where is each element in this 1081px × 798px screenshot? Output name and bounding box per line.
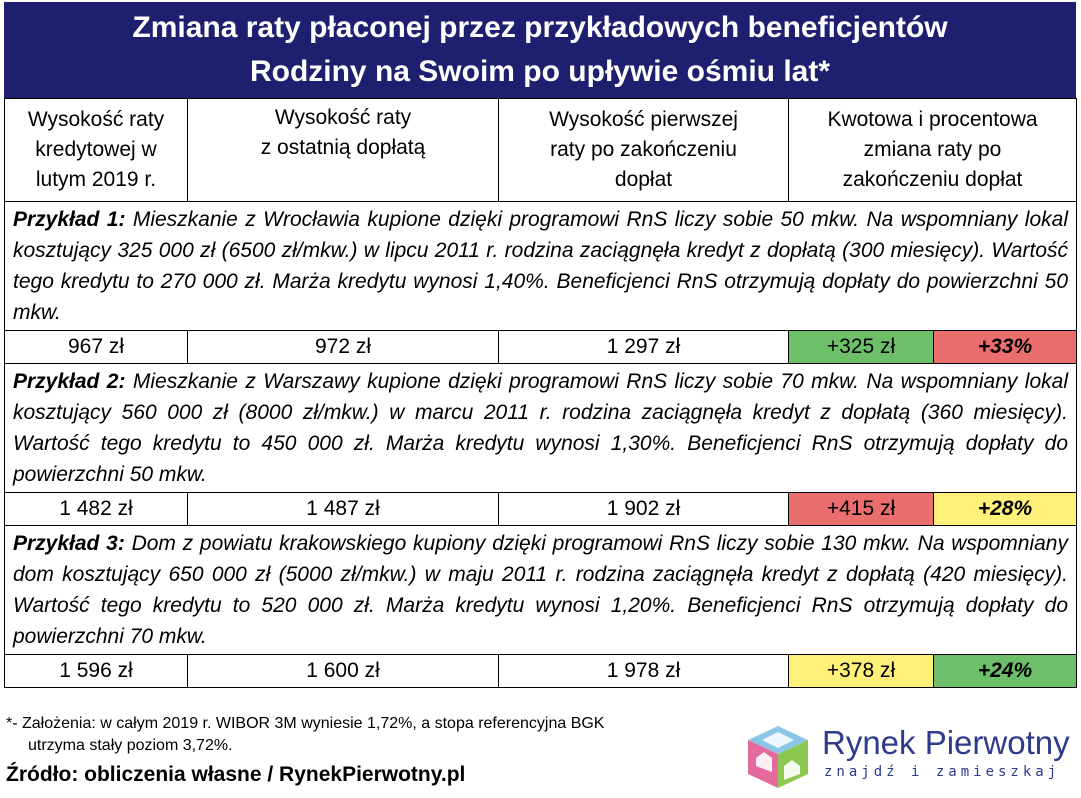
source-text: Źródło: obliczenia własne / RynekPierwotny.pl: [6, 763, 466, 786]
header-row: [5, 99, 1077, 202]
title-line-2: Rodziny na Swoim po upływie ośmiu lat*: [249, 55, 831, 88]
example-2-change-pct: +28%: [934, 493, 1077, 526]
footnote-line-1: *- Założenia: w całym 2019 r. WIBOR 3M wyniesie 1,72%, a stopa referencyjna BGK: [6, 715, 605, 732]
header-rate-feb-2019: Wysokość raty kredytowej w lutym 2019 r.: [5, 99, 188, 202]
example-2-description-row: [5, 364, 1077, 493]
logo-name: Rynek Pierwotny: [822, 724, 1070, 761]
example-1-rate-last-subsidy: 972 zł: [188, 331, 499, 364]
header-rate-after: Wysokość pierwszej raty po zakończeniu dopłat: [499, 99, 789, 202]
example-3-rate-last-subsidy: 1 600 zł: [188, 655, 499, 688]
example-2-change-amount: +415 zł: [789, 493, 934, 526]
example-1-rate-feb-2019: 967 zł: [5, 331, 188, 364]
example-1-change-pct: +33%: [934, 331, 1077, 364]
rate-change-table: [4, 98, 1077, 688]
example-1-description-row: [5, 202, 1077, 331]
header-change: Kwotowa i procentowa zmiana raty po zakończeniu dopłat: [789, 99, 1077, 202]
example-3-rate-after: 1 978 zł: [499, 655, 789, 688]
example-2-values-row: [5, 493, 1077, 526]
example-1-values-row: [5, 331, 1077, 364]
example-3-change-amount: +378 zł: [789, 655, 934, 688]
example-3-rate-feb-2019: 1 596 zł: [5, 655, 188, 688]
example-2-rate-after: 1 902 zł: [499, 493, 789, 526]
house-cube-icon: [742, 722, 814, 790]
footnote: [6, 713, 604, 757]
header-rate-last-subsidy: Wysokość raty z ostatnią dopłatą: [188, 99, 499, 202]
example-3-description: Przykład 3: Dom z powiatu krakowskiego kupiony dzięki programowi RnS liczy sobie 130 mkw. Na wspomniany dom kosztujący 650 000 zł (5000 zł/mkw.) w maju 2011 r. rodzina zaciągnęła kredyt z dopłatą (420 miesięcy). Wartość tego kredytu to 520 000 zł. Marża kredytu wynosi 1,20%. Beneficjenci RnS otrzymują dopłaty do powierzchni 70 mkw.: [5, 526, 1077, 655]
example-3-change-pct: +24%: [934, 655, 1077, 688]
example-1-change-amount: +325 zł: [789, 331, 934, 364]
rynek-pierwotny-logo: [742, 722, 1072, 790]
page-title: [4, 2, 1076, 98]
footnote-line-2: utrzyma stały poziom 3,72%.: [28, 737, 233, 754]
example-3-values-row: [5, 655, 1077, 688]
title-line-1: Zmiana raty płaconej przez przykładowych beneficjentów: [132, 11, 948, 44]
example-2-rate-feb-2019: 1 482 zł: [5, 493, 188, 526]
example-3-description-row: [5, 526, 1077, 655]
logo-tagline: znajdź i zamieszkaj: [824, 764, 1061, 780]
example-1-rate-after: 1 297 zł: [499, 331, 789, 364]
example-2-description: Przykład 2: Mieszkanie z Warszawy kupione dzięki programowi RnS liczy sobie 70 mkw. Na wspomniany lokal kosztujący 560 000 zł (8000 zł/mkw.) w marcu 2011 r. rodzina zaciągnęła kredyt z dopłatą (360 miesięcy). Wartość tego kredytu to 450 000 zł. Marża kredytu wynosi 1,30%. Beneficjenci RnS otrzymują dopłaty do powierzchni 50 mkw.: [5, 364, 1077, 493]
example-1-description: Przykład 1: Mieszkanie z Wrocławia kupione dzięki programowi RnS liczy sobie 50 mkw. Na wspomniany lokal kosztujący 325 000 zł (6500 zł/mkw.) w lipcu 2011 r. rodzina zaciągnęła kredyt z dopłatą (300 miesięcy). Wartość tego kredytu to 270 000 zł. Marża kredytu wynosi 1,40%. Beneficjenci RnS otrzymują dopłaty do powierzchni 50 mkw.: [5, 202, 1077, 331]
example-2-rate-last-subsidy: 1 487 zł: [188, 493, 499, 526]
